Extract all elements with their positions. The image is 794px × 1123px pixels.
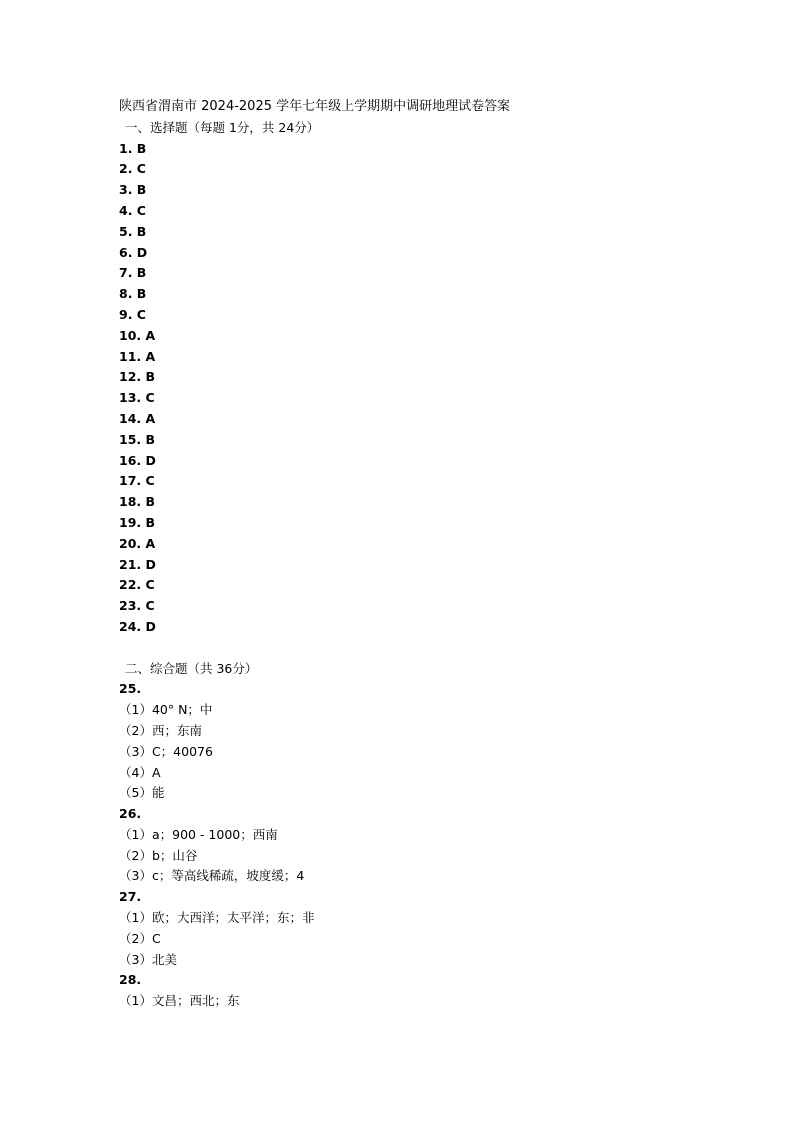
section-heading-comprehensive: 二、综合题（共 36分） <box>125 660 258 676</box>
choice-answer-item: 19. B <box>119 514 156 530</box>
choice-answer-item: 10. A <box>119 327 156 343</box>
choice-answer-item: 16. D <box>119 452 156 468</box>
q26-part-3: （3）c；等高线稀疏，坡度缓；4 <box>119 868 305 884</box>
choice-answer-item: 24. D <box>119 618 156 634</box>
choice-answer-item: 15. B <box>119 431 156 447</box>
choice-answer-item: 11. A <box>119 348 156 364</box>
q25-part-1: （1）40° N；中 <box>119 702 213 718</box>
q26-part-1: （1）a；900 - 1000；西南 <box>119 826 278 842</box>
choice-answer-item: 13. C <box>119 390 155 406</box>
q27-part-1: （1）欧；大西洋；太平洋；东；非 <box>119 910 315 926</box>
choice-answer-item: 20. A <box>119 535 156 551</box>
q25-part-3: （3）C；40076 <box>119 743 213 759</box>
q27-part-2: （2）C <box>119 930 161 946</box>
choice-answer-item: 12. B <box>119 369 156 385</box>
q27-part-3: （3）北美 <box>119 951 177 967</box>
q25-part-5: （5）能 <box>119 785 165 801</box>
spacer <box>119 638 699 659</box>
document-body <box>119 97 699 1012</box>
q28-part-1: （1）文昌；西北；东 <box>119 993 240 1009</box>
choice-answer-list <box>119 139 699 638</box>
choice-answer-item: 23. C <box>119 598 155 614</box>
choice-answer-item: 4. C <box>119 202 146 218</box>
choice-answer-item: 7. B <box>119 265 147 281</box>
question-label-25: 25. <box>119 681 142 697</box>
choice-answer-item: 17. C <box>119 473 155 489</box>
document-title: 陕西省渭南市 2024-2025 学年七年级上学期期中调研地理试卷答案 <box>119 99 511 114</box>
choice-answer-item: 18. B <box>119 494 156 510</box>
choice-answer-item: 9. C <box>119 306 146 322</box>
choice-answer-item: 6. D <box>119 244 148 260</box>
q25-part-4: （4）A <box>119 764 161 780</box>
question-label-26: 26. <box>119 806 142 822</box>
question-label-28: 28. <box>119 972 142 988</box>
section-heading-choice: 一、选择题（每题 1分，共 24分） <box>125 119 320 135</box>
question-label-27: 27. <box>119 889 142 905</box>
q26-part-2: （2）b；山谷 <box>119 847 198 863</box>
choice-answer-item: 2. C <box>119 161 146 177</box>
choice-answer-item: 1. B <box>119 140 147 156</box>
q25-part-2: （2）西；东南 <box>119 722 202 738</box>
choice-answer-item: 5. B <box>119 223 147 239</box>
choice-answer-item: 8. B <box>119 286 147 302</box>
choice-answer-item: 22. C <box>119 577 155 593</box>
choice-answer-item: 21. D <box>119 556 156 572</box>
choice-answer-item: 3. B <box>119 182 147 198</box>
choice-answer-item: 14. A <box>119 410 156 426</box>
